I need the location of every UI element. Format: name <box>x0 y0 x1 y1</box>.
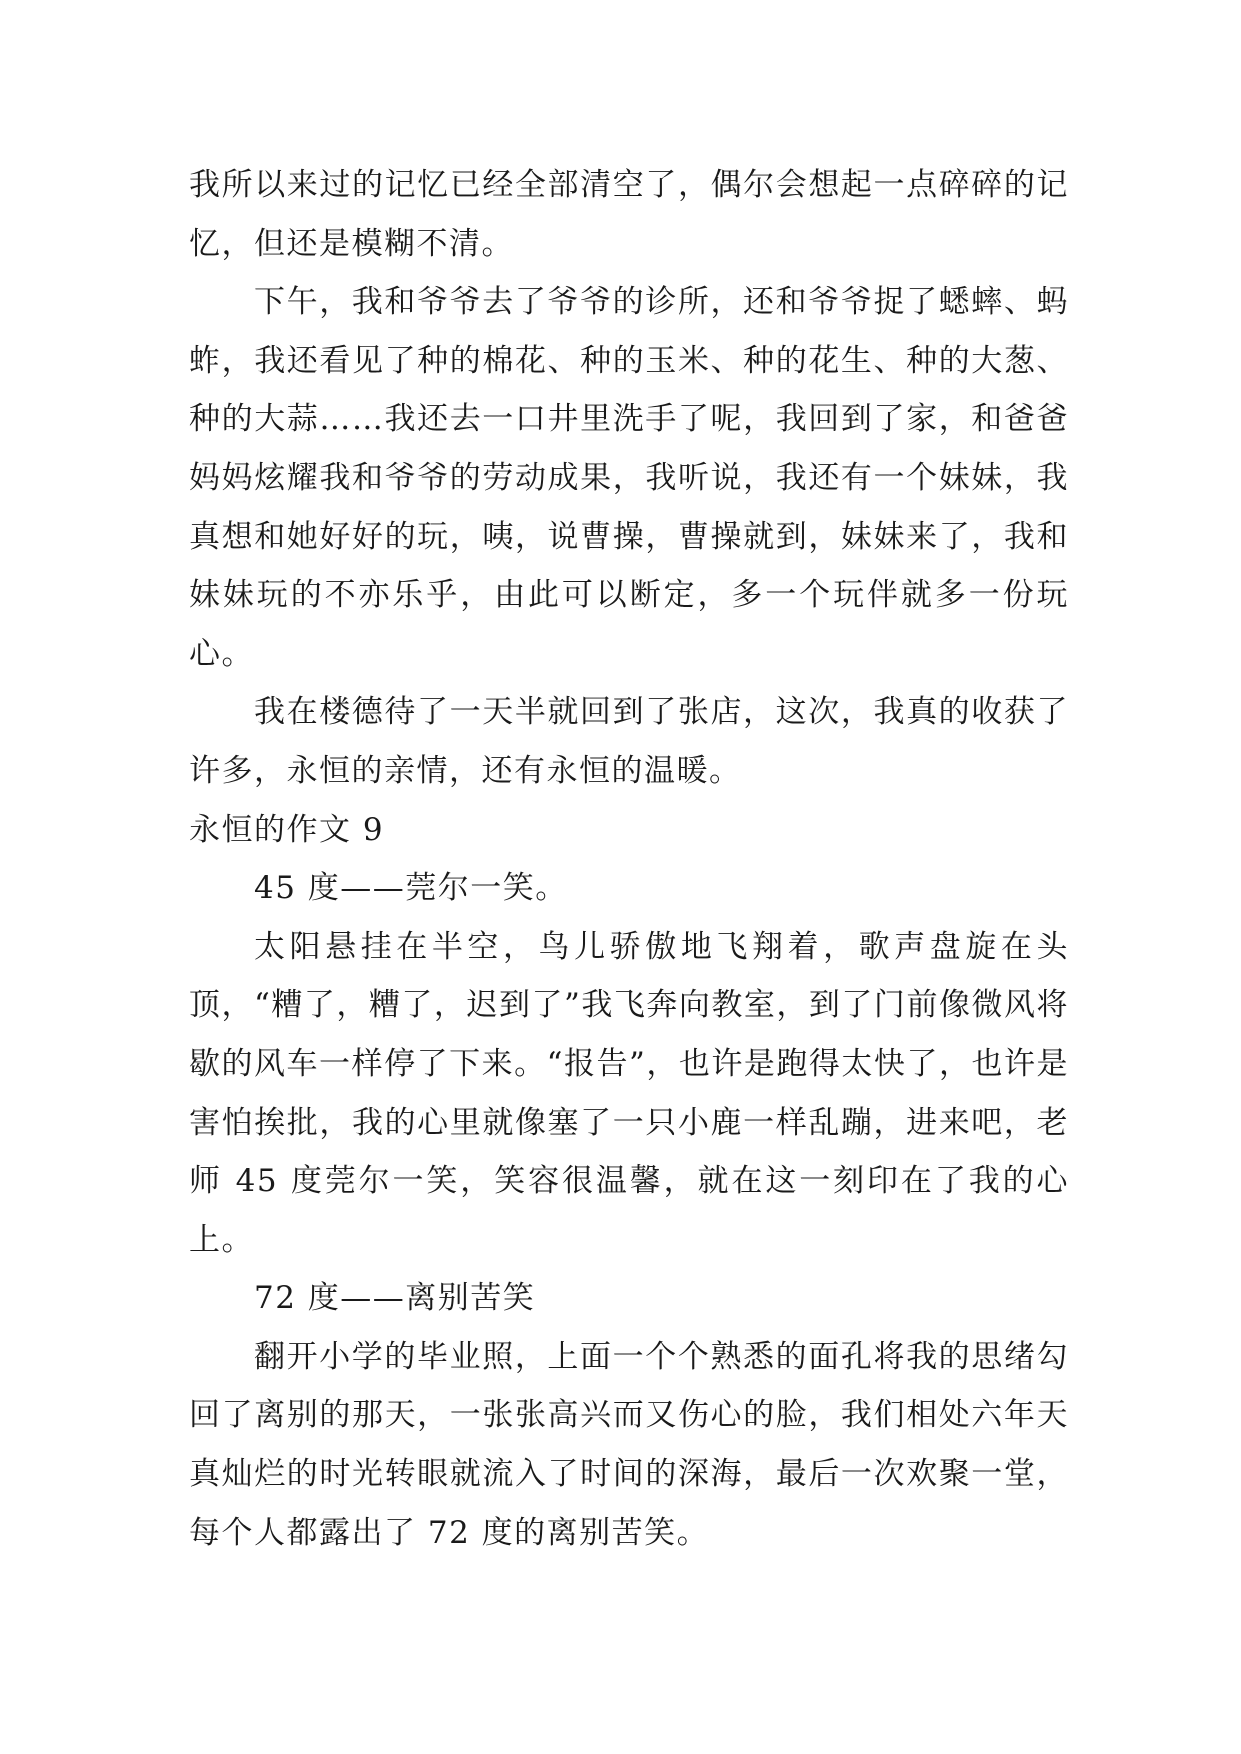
section-heading-72: 72 度——离别苦笑 <box>254 1280 536 1317</box>
document-body <box>189 156 1069 1562</box>
essay-title: 永恒的作文 9 <box>189 811 385 848</box>
section-heading-45: 45 度——莞尔一笑。 <box>254 870 568 907</box>
paragraph-memory: 我所以来过的记忆已经全部清空了，偶尔会想起一点碎碎的记忆，但还是模糊不清。 <box>189 167 1069 262</box>
paragraph-afternoon: 下午，我和爷爷去了爷爷的诊所，还和爷爷捉了蟋蟀、蚂蚱，我还看见了种的棉花、种的玉米、种的花生、种的大葱、种的大蒜……我还去一口井里洗手了呢，我回到了家，和爸爸妈妈炫耀我和爷爷的劳动成果，我听说，我还有一个妹妹，我真想和她好好的玩，咦，说曹操，曹操就到，妹妹来了，我和妹妹玩的不亦乐乎，由此可以断定，多一个玩伴就多一份玩心。 <box>189 284 1069 672</box>
paragraph-late-for-class: 太阳悬挂在半空，鸟儿骄傲地飞翔着，歌声盘旋在头顶，“糟了，糟了，迟到了”我飞奔向教室，到了门前像微风将歇的风车一样停了下来。“报告”，也许是跑得太快了，也许是害怕挨批，我的心里就像塞了一只小鹿一样乱蹦，进来吧，老师 45 度莞尔一笑，笑容很温馨，就在这一刻印在了我的心上。 <box>189 928 1069 1258</box>
paragraph-return: 我在楼德待了一天半就回到了张店，这次，我真的收获了许多，永恒的亲情，还有永恒的温暖。 <box>189 694 1069 789</box>
paragraph-graduation-photo: 翻开小学的毕业照，上面一个个熟悉的面孔将我的思绪勾回了离别的那天，一张张高兴而又伤心的脸，我们相处六年天真灿烂的时光转眼就流入了时间的深海，最后一次欢聚一堂，每个人都露出了 72 度的离别苦笑。 <box>189 1338 1069 1551</box>
